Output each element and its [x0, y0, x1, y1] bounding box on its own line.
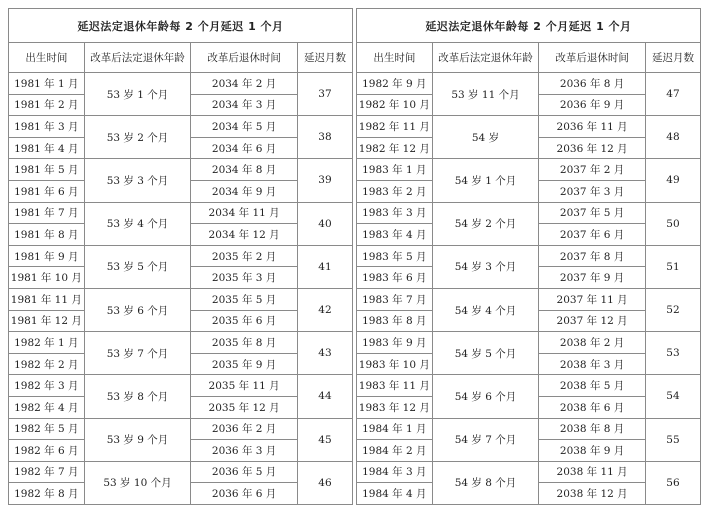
- retirement-age-cell: 54 岁 8 个月: [432, 461, 539, 504]
- table-row: [357, 461, 701, 483]
- delay-months-cell: 55: [645, 418, 700, 461]
- header-delay-months: 延迟月数: [645, 43, 700, 73]
- birth-time-cell: 1983 年 7 月: [357, 288, 433, 310]
- delay-months-cell: 47: [645, 73, 700, 116]
- table-row: [357, 73, 701, 95]
- retirement-time-cell: 2036 年 5 月: [191, 461, 298, 483]
- retirement-age-cell: 53 岁 5 个月: [84, 245, 191, 288]
- retirement-table-right: [356, 8, 701, 505]
- retirement-table-left: [8, 8, 353, 505]
- delay-months-cell: 56: [645, 461, 700, 504]
- birth-time-cell: 1983 年 6 月: [357, 267, 433, 289]
- table-body: [9, 73, 353, 505]
- birth-time-cell: 1981 年 9 月: [9, 245, 85, 267]
- delay-months-cell: 40: [297, 202, 352, 245]
- header-retirement-time: 改革后退休时间: [191, 43, 298, 73]
- header-retirement-time: 改革后退休时间: [539, 43, 646, 73]
- table-title: 延迟法定退休年龄每 2 个月延迟 1 个月: [9, 9, 353, 43]
- birth-time-cell: 1983 年 5 月: [357, 245, 433, 267]
- retirement-time-cell: 2036 年 6 月: [191, 483, 298, 505]
- birth-time-cell: 1984 年 3 月: [357, 461, 433, 483]
- header-delay-months: 延迟月数: [297, 43, 352, 73]
- retirement-age-cell: 53 岁 7 个月: [84, 332, 191, 375]
- retirement-time-cell: 2034 年 6 月: [191, 137, 298, 159]
- delay-months-cell: 37: [297, 73, 352, 116]
- table-row: [9, 202, 353, 224]
- birth-time-cell: 1983 年 4 月: [357, 224, 433, 246]
- birth-time-cell: 1982 年 12 月: [357, 137, 433, 159]
- right-table-panel: [356, 8, 701, 501]
- delay-months-cell: 45: [297, 418, 352, 461]
- table-body: [357, 73, 701, 505]
- retirement-age-cell: 53 岁 8 个月: [84, 375, 191, 418]
- retirement-time-cell: 2034 年 3 月: [191, 94, 298, 116]
- birth-time-cell: 1981 年 6 月: [9, 180, 85, 202]
- left-table-panel: [8, 8, 353, 501]
- birth-time-cell: 1982 年 9 月: [357, 73, 433, 95]
- retirement-time-cell: 2038 年 9 月: [539, 440, 646, 462]
- birth-time-cell: 1983 年 3 月: [357, 202, 433, 224]
- retirement-age-cell: 54 岁 5 个月: [432, 332, 539, 375]
- retirement-time-cell: 2038 年 2 月: [539, 332, 646, 354]
- table-row: [9, 245, 353, 267]
- birth-time-cell: 1982 年 3 月: [9, 375, 85, 397]
- delay-months-cell: 42: [297, 288, 352, 331]
- table-row: [357, 245, 701, 267]
- retirement-time-cell: 2034 年 2 月: [191, 73, 298, 95]
- table-row: [9, 159, 353, 181]
- table-row: [9, 116, 353, 138]
- retirement-time-cell: 2036 年 8 月: [539, 73, 646, 95]
- retirement-age-cell: 54 岁 2 个月: [432, 202, 539, 245]
- birth-time-cell: 1984 年 1 月: [357, 418, 433, 440]
- birth-time-cell: 1981 年 2 月: [9, 94, 85, 116]
- delay-months-cell: 46: [297, 461, 352, 504]
- birth-time-cell: 1982 年 2 月: [9, 353, 85, 375]
- delay-months-cell: 43: [297, 332, 352, 375]
- retirement-time-cell: 2036 年 2 月: [191, 418, 298, 440]
- retirement-age-cell: 53 岁 11 个月: [432, 73, 539, 116]
- retirement-time-cell: 2037 年 8 月: [539, 245, 646, 267]
- table-row: [357, 375, 701, 397]
- birth-time-cell: 1982 年 10 月: [357, 94, 433, 116]
- retirement-time-cell: 2035 年 11 月: [191, 375, 298, 397]
- birth-time-cell: 1982 年 5 月: [9, 418, 85, 440]
- table-row: [9, 73, 353, 95]
- birth-time-cell: 1981 年 3 月: [9, 116, 85, 138]
- retirement-time-cell: 2037 年 2 月: [539, 159, 646, 181]
- retirement-time-cell: 2038 年 3 月: [539, 353, 646, 375]
- retirement-time-cell: 2035 年 8 月: [191, 332, 298, 354]
- birth-time-cell: 1981 年 1 月: [9, 73, 85, 95]
- delay-months-cell: 44: [297, 375, 352, 418]
- retirement-time-cell: 2036 年 11 月: [539, 116, 646, 138]
- birth-time-cell: 1984 年 2 月: [357, 440, 433, 462]
- retirement-time-cell: 2035 年 5 月: [191, 288, 298, 310]
- retirement-age-cell: 54 岁 6 个月: [432, 375, 539, 418]
- retirement-time-cell: 2035 年 9 月: [191, 353, 298, 375]
- retirement-time-cell: 2038 年 6 月: [539, 396, 646, 418]
- retirement-time-cell: 2035 年 2 月: [191, 245, 298, 267]
- retirement-age-cell: 54 岁 7 个月: [432, 418, 539, 461]
- birth-time-cell: 1982 年 8 月: [9, 483, 85, 505]
- birth-time-cell: 1983 年 11 月: [357, 375, 433, 397]
- retirement-time-cell: 2038 年 8 月: [539, 418, 646, 440]
- table-row: [357, 159, 701, 181]
- retirement-age-cell: 53 岁 3 个月: [84, 159, 191, 202]
- birth-time-cell: 1983 年 2 月: [357, 180, 433, 202]
- table-title: 延迟法定退休年龄每 2 个月延迟 1 个月: [357, 9, 701, 43]
- retirement-time-cell: 2038 年 12 月: [539, 483, 646, 505]
- retirement-age-cell: 54 岁 3 个月: [432, 245, 539, 288]
- retirement-time-cell: 2034 年 9 月: [191, 180, 298, 202]
- delay-months-cell: 54: [645, 375, 700, 418]
- birth-time-cell: 1983 年 9 月: [357, 332, 433, 354]
- delay-months-cell: 52: [645, 288, 700, 331]
- birth-time-cell: 1982 年 7 月: [9, 461, 85, 483]
- retirement-age-cell: 53 岁 10 个月: [84, 461, 191, 504]
- birth-time-cell: 1981 年 11 月: [9, 288, 85, 310]
- delay-months-cell: 49: [645, 159, 700, 202]
- birth-time-cell: 1983 年 12 月: [357, 396, 433, 418]
- retirement-time-cell: 2035 年 6 月: [191, 310, 298, 332]
- table-row: [357, 202, 701, 224]
- table-row: [357, 116, 701, 138]
- delay-months-cell: 41: [297, 245, 352, 288]
- table-row: [9, 332, 353, 354]
- retirement-age-cell: 53 岁 1 个月: [84, 73, 191, 116]
- birth-time-cell: 1983 年 10 月: [357, 353, 433, 375]
- retirement-time-cell: 2035 年 12 月: [191, 396, 298, 418]
- retirement-time-cell: 2037 年 6 月: [539, 224, 646, 246]
- birth-time-cell: 1981 年 4 月: [9, 137, 85, 159]
- retirement-time-cell: 2036 年 12 月: [539, 137, 646, 159]
- retirement-age-cell: 53 岁 9 个月: [84, 418, 191, 461]
- birth-time-cell: 1982 年 11 月: [357, 116, 433, 138]
- delay-months-cell: 48: [645, 116, 700, 159]
- table-row: [9, 375, 353, 397]
- retirement-age-cell: 54 岁: [432, 116, 539, 159]
- header-birth-time: 出生时间: [357, 43, 433, 73]
- retirement-age-cell: 53 岁 2 个月: [84, 116, 191, 159]
- retirement-age-cell: 54 岁 4 个月: [432, 288, 539, 331]
- delay-months-cell: 38: [297, 116, 352, 159]
- birth-time-cell: 1984 年 4 月: [357, 483, 433, 505]
- retirement-time-cell: 2034 年 11 月: [191, 202, 298, 224]
- delay-months-cell: 53: [645, 332, 700, 375]
- header-birth-time: 出生时间: [9, 43, 85, 73]
- retirement-time-cell: 2037 年 5 月: [539, 202, 646, 224]
- retirement-time-cell: 2035 年 3 月: [191, 267, 298, 289]
- retirement-age-cell: 53 岁 4 个月: [84, 202, 191, 245]
- birth-time-cell: 1983 年 1 月: [357, 159, 433, 181]
- retirement-time-cell: 2034 年 5 月: [191, 116, 298, 138]
- retirement-time-cell: 2038 年 11 月: [539, 461, 646, 483]
- retirement-age-cell: 53 岁 6 个月: [84, 288, 191, 331]
- table-row: [357, 288, 701, 310]
- table-row: [357, 418, 701, 440]
- table-row: [9, 461, 353, 483]
- birth-time-cell: 1982 年 1 月: [9, 332, 85, 354]
- retirement-time-cell: 2037 年 11 月: [539, 288, 646, 310]
- birth-time-cell: 1981 年 10 月: [9, 267, 85, 289]
- delay-months-cell: 50: [645, 202, 700, 245]
- table-row: [9, 288, 353, 310]
- retirement-time-cell: 2037 年 12 月: [539, 310, 646, 332]
- retirement-time-cell: 2034 年 12 月: [191, 224, 298, 246]
- birth-time-cell: 1981 年 5 月: [9, 159, 85, 181]
- header-retirement-age: 改革后法定退休年龄: [432, 43, 539, 73]
- retirement-age-cell: 54 岁 1 个月: [432, 159, 539, 202]
- birth-time-cell: 1981 年 12 月: [9, 310, 85, 332]
- header-retirement-age: 改革后法定退休年龄: [84, 43, 191, 73]
- birth-time-cell: 1983 年 8 月: [357, 310, 433, 332]
- birth-time-cell: 1982 年 6 月: [9, 440, 85, 462]
- birth-time-cell: 1981 年 7 月: [9, 202, 85, 224]
- retirement-time-cell: 2034 年 8 月: [191, 159, 298, 181]
- birth-time-cell: 1982 年 4 月: [9, 396, 85, 418]
- retirement-time-cell: 2036 年 3 月: [191, 440, 298, 462]
- retirement-time-cell: 2037 年 3 月: [539, 180, 646, 202]
- table-row: [357, 332, 701, 354]
- retirement-time-cell: 2038 年 5 月: [539, 375, 646, 397]
- retirement-time-cell: 2036 年 9 月: [539, 94, 646, 116]
- delay-months-cell: 51: [645, 245, 700, 288]
- retirement-time-cell: 2037 年 9 月: [539, 267, 646, 289]
- table-row: [9, 418, 353, 440]
- birth-time-cell: 1981 年 8 月: [9, 224, 85, 246]
- delay-months-cell: 39: [297, 159, 352, 202]
